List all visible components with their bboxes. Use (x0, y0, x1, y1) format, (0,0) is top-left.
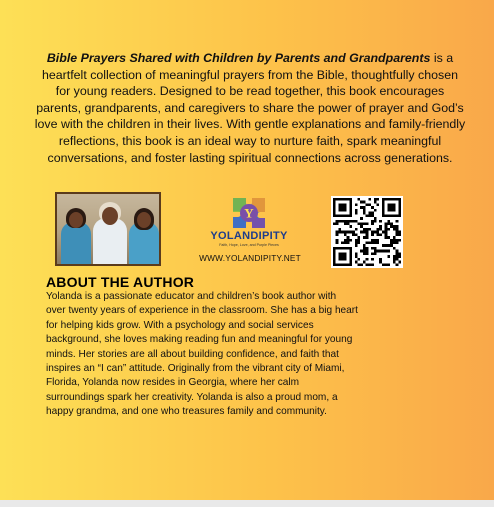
qr-module (379, 250, 382, 253)
qr-module (366, 231, 369, 234)
qr-module (382, 231, 385, 234)
qr-module (371, 239, 374, 242)
qr-module (366, 233, 369, 236)
qr-module (368, 198, 371, 201)
qr-module (387, 228, 390, 231)
qr-module (371, 263, 374, 266)
qr-module (393, 225, 396, 228)
qr-module (385, 263, 388, 266)
logo-tagline: Faith, Hope, Love, and Purple Pieces (219, 243, 279, 247)
qr-module (355, 252, 358, 255)
qr-module (360, 225, 363, 228)
qr-module (371, 242, 374, 245)
qr-module (387, 222, 390, 225)
qr-module (366, 263, 369, 266)
qr-module (393, 261, 396, 264)
qr-module (377, 239, 380, 242)
qr-module (387, 255, 390, 258)
qr-module (347, 236, 350, 239)
qr-module (396, 239, 399, 242)
qr-module (390, 225, 393, 228)
qr-module (366, 252, 369, 255)
qr-module (338, 252, 346, 260)
qr-module (371, 247, 374, 250)
qr-module (363, 261, 366, 264)
qr-module (368, 263, 371, 266)
qr-module (347, 239, 350, 242)
qr-module (393, 239, 396, 242)
qr-module (347, 242, 350, 245)
qr-module (355, 242, 358, 245)
qr-module (371, 231, 374, 234)
qr-module (377, 231, 380, 234)
qr-module (349, 239, 352, 242)
qr-module (357, 242, 360, 245)
qr-module (379, 228, 382, 231)
qr-module (396, 263, 399, 266)
qr-module (344, 220, 347, 223)
about-heading: ABOUT THE AUTHOR (46, 274, 195, 290)
qr-module (371, 233, 374, 236)
qr-module (344, 222, 347, 225)
qr-module (390, 222, 393, 225)
qr-module (398, 231, 401, 234)
qr-module (347, 231, 350, 234)
qr-module (363, 201, 366, 204)
qr-module (355, 233, 358, 236)
qr-module (357, 239, 360, 242)
qr-module (363, 212, 366, 215)
qr-module (357, 222, 360, 225)
qr-module (396, 258, 399, 261)
qr-module (360, 201, 363, 204)
qr-module (357, 236, 360, 239)
qr-module (349, 225, 352, 228)
website-url[interactable]: WWW.YOLANDIPITY.NET (199, 253, 301, 263)
qr-module (374, 201, 377, 204)
qr-module (355, 255, 358, 258)
qr-module (363, 244, 366, 247)
logo-name: YOLANDIPITY (210, 230, 288, 242)
qr-module (387, 220, 390, 223)
qr-module (341, 242, 344, 245)
book-description-text: is a heartfelt collection of meaningful prayers from the Bible, thoughtfully chosen for young readers. Designed to be read together, this book encourages parents, grandparents, and caregivers to share the power of prayer and God’s love with the children in their lives. With gentle explanations and family-friendly reflections, this book is an ideal way to nurture faith, spark meaningful conversations, and foster lasting spiritual connections across generations. (34, 51, 466, 165)
qr-module (377, 242, 380, 245)
qr-module (374, 252, 377, 255)
qr-module (374, 217, 377, 220)
qr-module (338, 231, 341, 234)
qr-module (344, 233, 347, 236)
qr-module (379, 258, 382, 261)
qr-module (366, 242, 369, 245)
qr-module (387, 263, 390, 266)
book-title: Bible Prayers Shared with Children by Parents and Grandparents (46, 51, 431, 65)
qr-module (363, 228, 366, 231)
qr-module (377, 233, 380, 236)
qr-module (377, 203, 380, 206)
qr-module (396, 233, 399, 236)
qr-module (352, 220, 355, 223)
qr-module (368, 242, 371, 245)
qr-module (377, 198, 380, 201)
qr-module (368, 203, 371, 206)
qr-module (366, 258, 369, 261)
qr-module (366, 236, 369, 239)
qr-module (338, 203, 346, 211)
qr-module (363, 250, 366, 253)
qr-module (382, 244, 385, 247)
qr-module (398, 255, 401, 258)
qr-module (374, 209, 377, 212)
qr-module (363, 209, 366, 212)
qr-module (360, 250, 363, 253)
qr-module (374, 220, 377, 223)
qr-module (371, 206, 374, 209)
qr-module (371, 252, 374, 255)
qr-module (377, 228, 380, 231)
qr-module (385, 231, 388, 234)
qr-module (393, 236, 396, 239)
qr-module (374, 247, 377, 250)
qr-module (355, 209, 358, 212)
qr-module (390, 239, 393, 242)
qr-module (393, 228, 396, 231)
qr-module (385, 244, 388, 247)
qr-module (396, 228, 399, 231)
qr-module (379, 220, 382, 223)
qr-module (363, 252, 366, 255)
qr-module (368, 214, 371, 217)
qr-module (371, 222, 374, 225)
qr-module (393, 258, 396, 261)
qr-module (355, 228, 358, 231)
qr-module (379, 261, 382, 264)
qr-module (385, 222, 388, 225)
qr-module (344, 242, 347, 245)
qr-module (366, 203, 369, 206)
qr-module (396, 255, 399, 258)
qr-module (366, 214, 369, 217)
qr-module (396, 220, 399, 223)
qr-module (396, 250, 399, 253)
qr-module (371, 258, 374, 261)
qr-module (347, 220, 350, 223)
qr-module (336, 242, 339, 245)
book-description (34, 50, 466, 166)
qr-module (387, 250, 390, 253)
qr-module (338, 228, 341, 231)
qr-module (357, 258, 360, 261)
qr-module (366, 228, 369, 231)
qr-module (360, 231, 363, 234)
qr-module (390, 242, 393, 245)
puzzle-logo-icon (231, 196, 267, 230)
qr-module (387, 244, 390, 247)
qr-module (360, 222, 363, 225)
qr-module (363, 231, 366, 234)
qr-module (355, 244, 358, 247)
qr-module (385, 228, 388, 231)
qr-module (385, 250, 388, 253)
qr-module (396, 231, 399, 234)
qr-module (336, 239, 339, 242)
qr-module (363, 206, 366, 209)
qr-module (374, 242, 377, 245)
qr-module (368, 228, 371, 231)
qr-module (382, 263, 385, 266)
qr-module (374, 198, 377, 201)
qr-module (352, 233, 355, 236)
logo-letter: Y (244, 205, 254, 221)
qr-module (374, 231, 377, 234)
qr-module (385, 233, 388, 236)
qr-module (349, 231, 352, 234)
qr-module (398, 239, 401, 242)
qr-module (398, 252, 401, 255)
qr-module (393, 242, 396, 245)
qr-module (344, 231, 347, 234)
qr-module (360, 206, 363, 209)
qr-module (355, 203, 358, 206)
qr-module (377, 250, 380, 253)
qr-module (387, 203, 395, 211)
qr-module (355, 220, 358, 223)
qr-module (336, 220, 339, 223)
qr-code[interactable] (331, 196, 403, 268)
qr-module (390, 244, 393, 247)
qr-module (341, 220, 344, 223)
qr-module (396, 225, 399, 228)
qr-module (379, 225, 382, 228)
qr-module (338, 220, 341, 223)
qr-module (396, 252, 399, 255)
qr-module (393, 255, 396, 258)
qr-module (352, 231, 355, 234)
qr-module (393, 247, 396, 250)
qr-module (336, 233, 339, 236)
about-text: Yolanda is a passionate educator and children’s book author with over twenty years of experience in the classroom. She has a big heart for helping kids grow. With a psychology and social services background, she loves making reading fun and meaningful for young minds. Her stories are all about building confidence, and faith that inspires an “I can” attitude. Originally from the vibrant city of Miami, Florida, Yolanda now resides in Georgia, where her calm surroundings spark her creativity. Yolanda is also a proud mom, a happy grandma, and one who treasures family and community. (46, 291, 358, 418)
qr-module (371, 220, 374, 223)
qr-module (336, 231, 339, 234)
qr-module (398, 233, 401, 236)
qr-module (374, 239, 377, 242)
qr-module (366, 222, 369, 225)
qr-module (357, 198, 360, 201)
qr-module (344, 239, 347, 242)
qr-code-icon (333, 198, 401, 266)
qr-module (360, 263, 363, 266)
qr-module (336, 222, 339, 225)
qr-module (398, 261, 401, 264)
qr-module (396, 242, 399, 245)
qr-module (333, 222, 336, 225)
qr-module (368, 212, 371, 215)
qr-module (371, 212, 374, 215)
qr-module (349, 220, 352, 223)
qr-module (347, 222, 350, 225)
qr-module (379, 233, 382, 236)
qr-module (360, 217, 363, 220)
qr-module (355, 212, 358, 215)
author-photo (55, 192, 161, 266)
qr-module (387, 236, 390, 239)
qr-module (374, 250, 377, 253)
qr-module (385, 225, 388, 228)
qr-module (366, 250, 369, 253)
qr-module (341, 231, 344, 234)
qr-module (363, 236, 366, 239)
qr-module (355, 239, 358, 242)
qr-module (371, 214, 374, 217)
qr-module (357, 263, 360, 266)
qr-module (363, 247, 366, 250)
qr-module (382, 250, 385, 253)
qr-module (355, 261, 358, 264)
qr-module (363, 222, 366, 225)
qr-module (385, 236, 388, 239)
qr-module (366, 247, 369, 250)
